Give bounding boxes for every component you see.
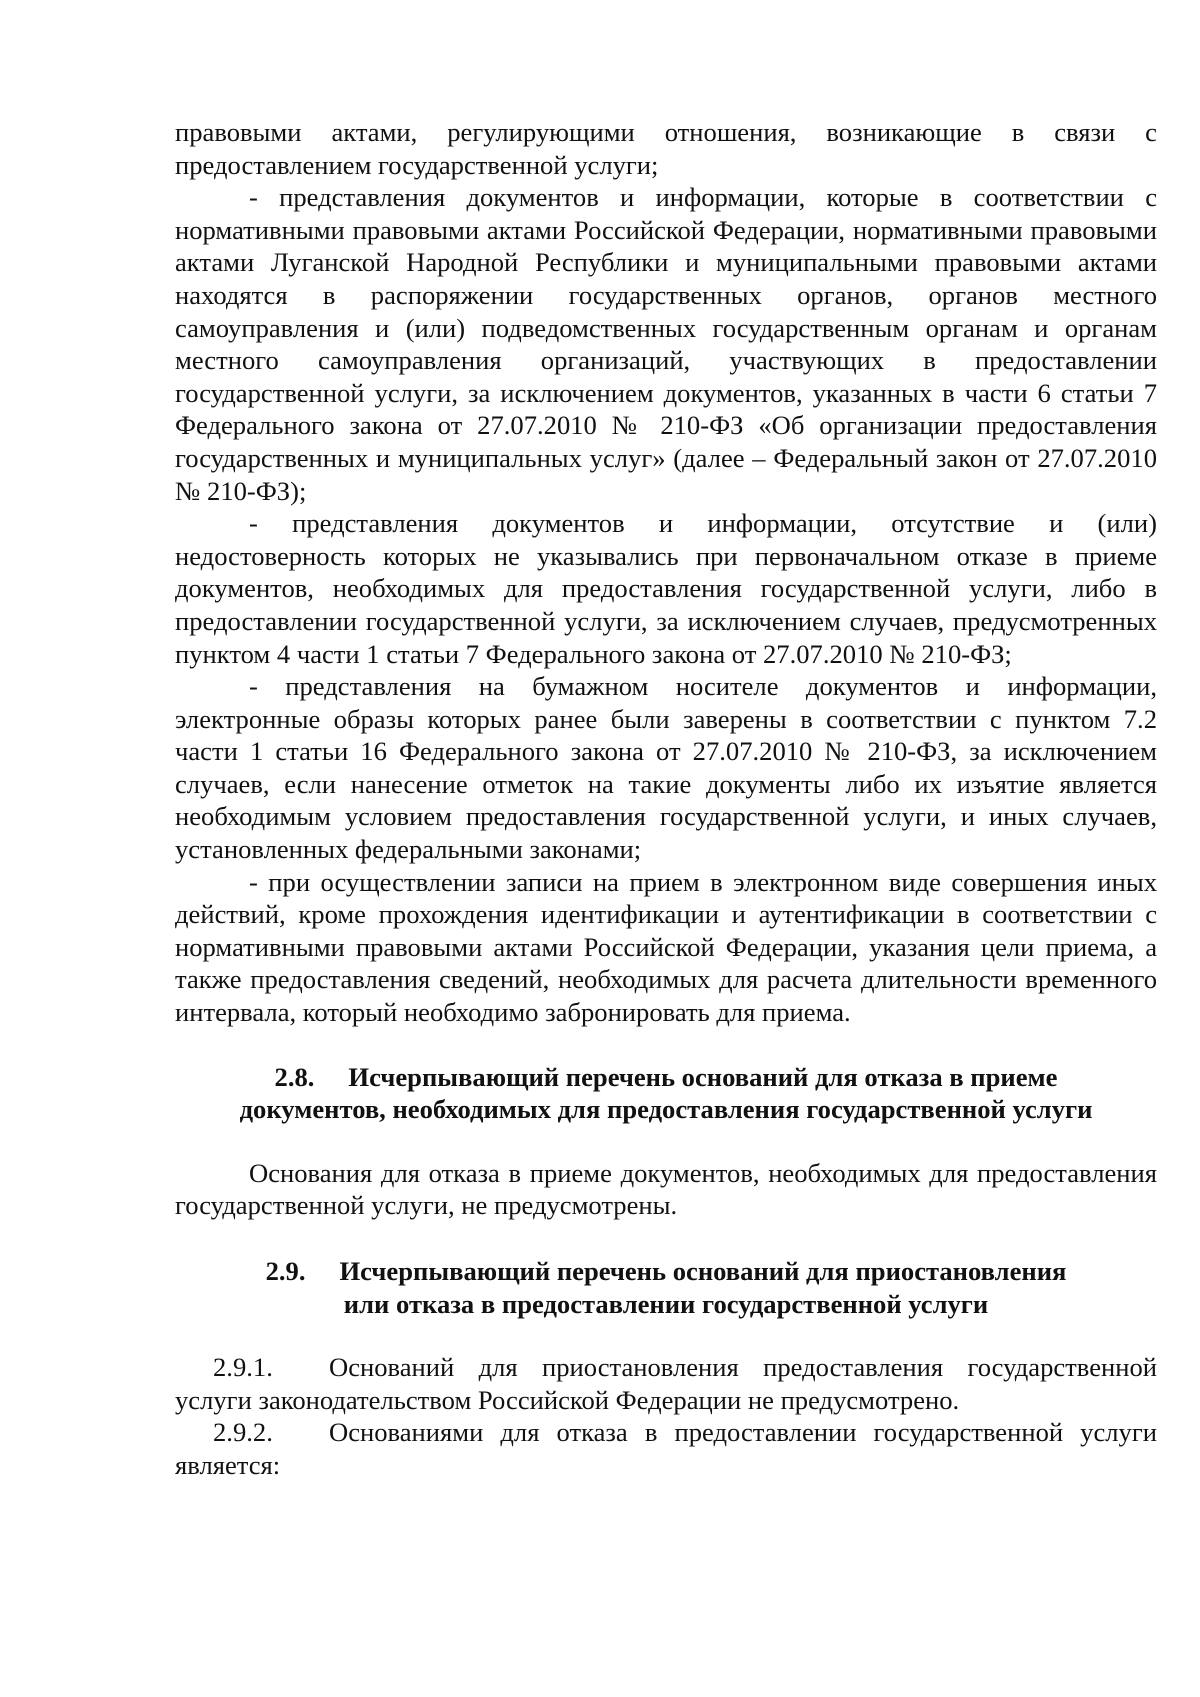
- item-text: Оснований для приостановления предоставления государственной услуги законодательством Российской Федерации не предусмотрено.: [175, 1352, 1157, 1415]
- section-title-line1: Исчерпывающий перечень оснований для отказа в приеме: [348, 1061, 1058, 1092]
- section-number: 2.9.: [265, 1256, 306, 1286]
- paragraph-continuation: правовыми актами, регулирующими отношения, возникающие в связи с предоставлением государственной услуги;: [175, 117, 1157, 180]
- item-number: 2.9.1.: [213, 1352, 273, 1383]
- section-number: 2.8.: [274, 1061, 315, 1092]
- section-title-line1: Исчерпывающий перечень оснований для приостановления: [339, 1256, 1067, 1286]
- section-heading-2-8: [175, 1061, 1157, 1126]
- numbered-item-2-9-1: [175, 1351, 1157, 1416]
- section-body-2-8: Основания для отказа в приеме документов, необходимых для предоставления государственной услуги, не предусмотрены.: [175, 1157, 1157, 1221]
- section-heading-line: [175, 1061, 1157, 1094]
- document-page: [175, 116, 1157, 1482]
- list-item: - представления документов и информации, которые в соответствии с нормативными правовыми актами Российской Федерации, нормативными правовыми актами Луганской Народной Республики и муниципальными правовыми актами находятся в распоряжении государственных органов, органов местного самоуправления и (или) подведомственных государственным органам и органам местного самоуправления организаций, участвующих в предоставлении государственной услуги, за исключением документов, указанных в части 6 статьи 7 Федерального закона от 27.07.2010 № 210-ФЗ «Об организации предоставления государственных и муниципальных услуг» (далее – Федеральный закон от 27.07.2010 № 210-ФЗ);: [175, 182, 1157, 506]
- section-title-line2: документов, необходимых для предоставления государственной услуги: [239, 1094, 1093, 1125]
- list-item: - представления на бумажном носителе документов и информации, электронные образы которых ранее были заверены в соответствии с пунктом 7.2 части 1 статьи 16 Федерального закона от 27.07.2010 № 210-ФЗ, за исключением случаев, если нанесение отметок на такие документы либо их изъятие является необходимым условием предоставления государственной услуги, и иных случаев, установленных федеральными законами;: [175, 671, 1157, 865]
- list-item: - представления документов и информации, отсутствие и (или) недостоверность которых не указывались при первоначальном отказе в приеме документов, необходимых для предоставления государственной услуги, либо в предоставлении государственной услуги, за исключением случаев, предусмотренных пунктом 4 части 1 статьи 7 Федерального закона от 27.07.2010 № 210-ФЗ;: [175, 508, 1157, 669]
- item-number: 2.9.2.: [213, 1417, 273, 1448]
- section-title-line2: или отказа в предоставлении государственной услуги: [343, 1288, 989, 1319]
- item-text: Основаниями для отказа в предоставлении государственной услуги является:: [175, 1417, 1157, 1480]
- list-item: - при осуществлении записи на прием в электронном виде совершения иных действий, кроме прохождения идентификации и аутентификации в соответствии с нормативными правовыми актами Российской Федерации, указания цели приема, а также предоставления сведений, необходимых для расчета длительности временного интервала, который необходимо забронировать для приема.: [175, 866, 1157, 1028]
- section-heading-line: [175, 1255, 1157, 1288]
- numbered-item-2-9-2: [175, 1416, 1157, 1481]
- section-heading-2-9: [175, 1255, 1157, 1320]
